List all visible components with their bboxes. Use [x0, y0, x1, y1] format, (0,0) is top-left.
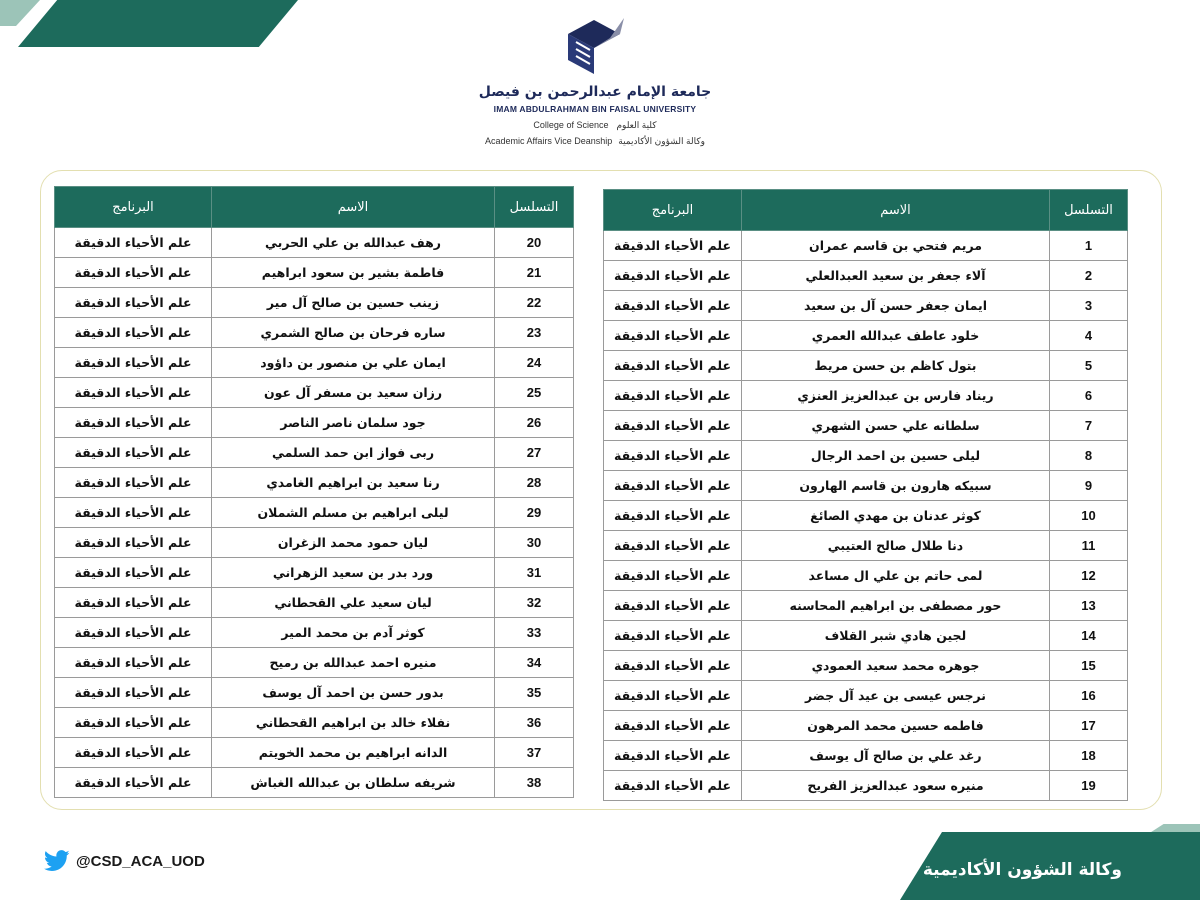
- program-cell: علم الأحياء الدقيقة: [604, 471, 742, 501]
- program-cell: علم الأحياء الدقيقة: [55, 408, 212, 438]
- student-name-cell: ربى فواز ابن حمد السلمي: [212, 438, 495, 468]
- table-row: [604, 771, 1128, 801]
- student-name-cell: دنا طلال صالح العتيبي: [742, 531, 1050, 561]
- table-row: [604, 531, 1128, 561]
- program-cell: علم الأحياء الدقيقة: [55, 648, 212, 678]
- student-name-cell: منيره سعود عبدالعزيز الفريح: [742, 771, 1050, 801]
- serial-cell: 30: [495, 528, 574, 558]
- table-body-right: [604, 231, 1128, 801]
- serial-cell: 14: [1050, 621, 1128, 651]
- student-name-cell: نرجس عيسى بن عيد آل جضر: [742, 681, 1050, 711]
- serial-cell: 27: [495, 438, 574, 468]
- student-name-cell: فاطمة بشير بن سعود ابراهيم: [212, 258, 495, 288]
- student-name-cell: رزان سعيد بن مسفر آل عون: [212, 378, 495, 408]
- table-row: [604, 501, 1128, 531]
- program-cell: علم الأحياء الدقيقة: [604, 711, 742, 741]
- table-row: [604, 561, 1128, 591]
- program-cell: علم الأحياء الدقيقة: [55, 438, 212, 468]
- serial-cell: 15: [1050, 651, 1128, 681]
- student-name-cell: ايمان جعفر حسن آل بن سعيد: [742, 291, 1050, 321]
- table-row: [604, 621, 1128, 651]
- program-cell: علم الأحياء الدقيقة: [55, 738, 212, 768]
- program-cell: علم الأحياء الدقيقة: [604, 591, 742, 621]
- serial-cell: 1: [1050, 231, 1128, 261]
- student-name-cell: كوثر آدم بن محمد المير: [212, 618, 495, 648]
- serial-cell: 7: [1050, 411, 1128, 441]
- students-table-right: [603, 189, 1128, 801]
- student-name-cell: شريفه سلطان بن عبدالله الغباش: [212, 768, 495, 798]
- student-name-cell: ورد بدر بن سعيد الزهراني: [212, 558, 495, 588]
- program-cell: علم الأحياء الدقيقة: [604, 561, 742, 591]
- program-cell: علم الأحياء الدقيقة: [55, 498, 212, 528]
- table-row: [604, 231, 1128, 261]
- table-row: [55, 618, 574, 648]
- university-logo-icon: [564, 16, 628, 78]
- student-name-cell: كوثر عدنان بن مهدي الصائغ: [742, 501, 1050, 531]
- program-cell: علم الأحياء الدقيقة: [55, 228, 212, 258]
- student-name-cell: ساره فرحان بن صالح الشمري: [212, 318, 495, 348]
- program-cell: علم الأحياء الدقيقة: [604, 381, 742, 411]
- serial-cell: 28: [495, 468, 574, 498]
- serial-cell: 36: [495, 708, 574, 738]
- serial-cell: 34: [495, 648, 574, 678]
- serial-cell: 25: [495, 378, 574, 408]
- table-row: [604, 441, 1128, 471]
- student-name-cell: ليان حمود محمد الزغران: [212, 528, 495, 558]
- program-cell: علم الأحياء الدقيقة: [55, 558, 212, 588]
- serial-cell: 6: [1050, 381, 1128, 411]
- table-row: [55, 528, 574, 558]
- column-header-name: الاسم: [742, 190, 1050, 231]
- table-row: [55, 708, 574, 738]
- student-name-cell: رنا سعيد بن ابراهيم الغامدي: [212, 468, 495, 498]
- program-cell: علم الأحياء الدقيقة: [604, 411, 742, 441]
- student-name-cell: لجين هادي شبر القلاف: [742, 621, 1050, 651]
- column-header-program: البرنامج: [55, 187, 212, 228]
- serial-cell: 31: [495, 558, 574, 588]
- serial-cell: 5: [1050, 351, 1128, 381]
- serial-cell: 35: [495, 678, 574, 708]
- college-name-en: College of Science: [533, 120, 609, 130]
- serial-cell: 38: [495, 768, 574, 798]
- twitter-handle[interactable]: @CSD_ACA_UOD: [76, 852, 205, 870]
- student-name-cell: جود سلمان ناصر الناصر: [212, 408, 495, 438]
- table-row: [604, 471, 1128, 501]
- student-name-cell: فاطمه حسين محمد المرهون: [742, 711, 1050, 741]
- table-row: [55, 378, 574, 408]
- program-cell: علم الأحياء الدقيقة: [55, 378, 212, 408]
- student-name-cell: خلود عاطف عبدالله العمري: [742, 321, 1050, 351]
- column-header-serial: التسلسل: [1050, 190, 1128, 231]
- serial-cell: 2: [1050, 261, 1128, 291]
- serial-cell: 11: [1050, 531, 1128, 561]
- student-name-cell: سلطانه علي حسن الشهري: [742, 411, 1050, 441]
- university-logo-block: [460, 12, 730, 146]
- table-row: [55, 648, 574, 678]
- serial-cell: 19: [1050, 771, 1128, 801]
- table-row: [55, 438, 574, 468]
- serial-cell: 18: [1050, 741, 1128, 771]
- student-name-cell: بدور حسن بن احمد آل يوسف: [212, 678, 495, 708]
- student-name-cell: الدانه ابراهيم بن محمد الخويتم: [212, 738, 495, 768]
- student-name-cell: ريناد فارس بن عبدالعزيز العنزي: [742, 381, 1050, 411]
- table-row: [55, 258, 574, 288]
- table-row: [604, 411, 1128, 441]
- serial-cell: 32: [495, 588, 574, 618]
- serial-cell: 16: [1050, 681, 1128, 711]
- serial-cell: 17: [1050, 711, 1128, 741]
- table-row: [604, 381, 1128, 411]
- deanship-name-en: Academic Affairs Vice Deanship: [485, 136, 613, 146]
- table-row: [604, 651, 1128, 681]
- program-cell: علم الأحياء الدقيقة: [55, 288, 212, 318]
- serial-cell: 37: [495, 738, 574, 768]
- table-row: [55, 588, 574, 618]
- table-row: [55, 738, 574, 768]
- serial-cell: 20: [495, 228, 574, 258]
- table-row: [604, 711, 1128, 741]
- deanship-name: [460, 136, 730, 147]
- student-name-cell: زينب حسين بن صالح آل مير: [212, 288, 495, 318]
- program-cell: علم الأحياء الدقيقة: [55, 468, 212, 498]
- table-row: [55, 228, 574, 258]
- serial-cell: 13: [1050, 591, 1128, 621]
- serial-cell: 29: [495, 498, 574, 528]
- program-cell: علم الأحياء الدقيقة: [55, 708, 212, 738]
- table-row: [55, 318, 574, 348]
- table-row: [55, 678, 574, 708]
- table-row: [604, 291, 1128, 321]
- deanship-name-ar: وكالة الشؤون الأكاديمية: [618, 136, 705, 146]
- table-header-row: [55, 187, 574, 228]
- program-cell: علم الأحياء الدقيقة: [604, 231, 742, 261]
- program-cell: علم الأحياء الدقيقة: [604, 291, 742, 321]
- twitter-bird-icon: [44, 850, 70, 872]
- university-name-ar: جامعة الإمام عبدالرحمن بن فيصل: [478, 84, 712, 100]
- serial-cell: 23: [495, 318, 574, 348]
- program-cell: علم الأحياء الدقيقة: [55, 768, 212, 798]
- serial-cell: 33: [495, 618, 574, 648]
- serial-cell: 22: [495, 288, 574, 318]
- serial-cell: 21: [495, 258, 574, 288]
- table-header-row: [604, 190, 1128, 231]
- student-name-cell: جوهره محمد سعيد العمودي: [742, 651, 1050, 681]
- serial-cell: 26: [495, 408, 574, 438]
- twitter-link[interactable]: [44, 850, 205, 872]
- serial-cell: 8: [1050, 441, 1128, 471]
- program-cell: علم الأحياء الدقيقة: [604, 651, 742, 681]
- program-cell: علم الأحياء الدقيقة: [604, 351, 742, 381]
- table-row: [604, 351, 1128, 381]
- college-name-ar: كلية العلوم: [616, 120, 657, 130]
- column-header-program: البرنامج: [604, 190, 742, 231]
- table-row: [55, 768, 574, 798]
- program-cell: علم الأحياء الدقيقة: [604, 741, 742, 771]
- serial-cell: 9: [1050, 471, 1128, 501]
- program-cell: علم الأحياء الدقيقة: [55, 618, 212, 648]
- table-row: [55, 498, 574, 528]
- student-name-cell: رهف عبدالله بن علي الحربي: [212, 228, 495, 258]
- table-row: [55, 468, 574, 498]
- top-left-accent-decoration: [0, 0, 40, 26]
- university-name-en: IMAM ABDULRAHMAN BIN FAISAL UNIVERSITY: [493, 104, 697, 114]
- program-cell: علم الأحياء الدقيقة: [604, 531, 742, 561]
- table-row: [55, 408, 574, 438]
- student-name-cell: رغد علي بن صالح آل يوسف: [742, 741, 1050, 771]
- program-cell: علم الأحياء الدقيقة: [55, 348, 212, 378]
- student-name-cell: نفلاء خالد بن ابراهيم القحطاني: [212, 708, 495, 738]
- student-name-cell: سبيكه هارون بن قاسم الهارون: [742, 471, 1050, 501]
- table-row: [604, 591, 1128, 621]
- serial-cell: 4: [1050, 321, 1128, 351]
- footer-title: وكالة الشؤون الأكاديمية: [922, 860, 1122, 880]
- student-name-cell: ايمان علي بن منصور بن داؤود: [212, 348, 495, 378]
- program-cell: علم الأحياء الدقيقة: [604, 261, 742, 291]
- students-table-left: [54, 186, 574, 798]
- student-name-cell: ليلى ابراهيم بن مسلم الشملان: [212, 498, 495, 528]
- column-header-serial: التسلسل: [495, 187, 574, 228]
- table-row: [604, 741, 1128, 771]
- program-cell: علم الأحياء الدقيقة: [55, 258, 212, 288]
- program-cell: علم الأحياء الدقيقة: [604, 621, 742, 651]
- program-cell: علم الأحياء الدقيقة: [55, 318, 212, 348]
- program-cell: علم الأحياء الدقيقة: [604, 501, 742, 531]
- serial-cell: 3: [1050, 291, 1128, 321]
- student-name-cell: ليان سعيد علي القحطاني: [212, 588, 495, 618]
- table-row: [604, 321, 1128, 351]
- student-name-cell: مريم فتحي بن قاسم عمران: [742, 231, 1050, 261]
- table-row: [55, 558, 574, 588]
- table-body-left: [55, 228, 574, 798]
- serial-cell: 12: [1050, 561, 1128, 591]
- table-row: [55, 348, 574, 378]
- program-cell: علم الأحياء الدقيقة: [604, 681, 742, 711]
- college-name: [460, 120, 730, 131]
- student-name-cell: لمى حاتم بن علي ال مساعد: [742, 561, 1050, 591]
- program-cell: علم الأحياء الدقيقة: [604, 321, 742, 351]
- program-cell: علم الأحياء الدقيقة: [55, 678, 212, 708]
- program-cell: علم الأحياء الدقيقة: [55, 588, 212, 618]
- table-row: [604, 681, 1128, 711]
- student-name-cell: منيره احمد عبدالله بن رميح: [212, 648, 495, 678]
- student-name-cell: آلاء جعفر بن سعيد العبدالعلي: [742, 261, 1050, 291]
- table-row: [604, 261, 1128, 291]
- top-left-decoration: [18, 0, 298, 47]
- column-header-name: الاسم: [212, 187, 495, 228]
- student-name-cell: بتول كاظم بن حسن مريط: [742, 351, 1050, 381]
- program-cell: علم الأحياء الدقيقة: [604, 771, 742, 801]
- serial-cell: 10: [1050, 501, 1128, 531]
- student-name-cell: ليلى حسين بن احمد الرجال: [742, 441, 1050, 471]
- program-cell: علم الأحياء الدقيقة: [604, 441, 742, 471]
- student-name-cell: حور مصطفى بن ابراهيم المحاسنه: [742, 591, 1050, 621]
- program-cell: علم الأحياء الدقيقة: [55, 528, 212, 558]
- table-row: [55, 288, 574, 318]
- serial-cell: 24: [495, 348, 574, 378]
